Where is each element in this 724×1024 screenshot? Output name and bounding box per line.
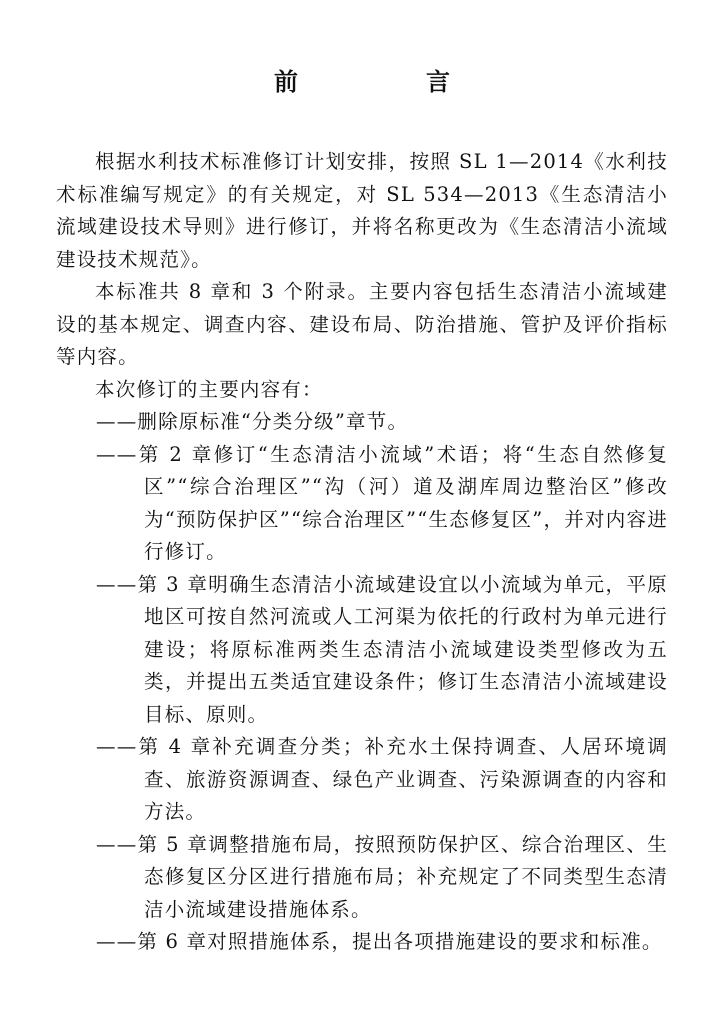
paragraph-revision-basis: 根据水利技术标准修订计划安排，按照 SL 1—2014《水利技术标准编写规定》的有关规定，对 SL 534—2013《生态清洁小流域建设技术导则》进行修订，并将名称更改为《生态清洁小流域建设技术规范》。	[56, 150, 668, 271]
change-item-6: ——第 6 章对照措施体系，提出各项措施建设的要求和标准。	[96, 930, 663, 953]
change-item-2: ——第 2 章修订“生态清洁小流域”术语；将“生态自然修复区”“综合治理区”“沟（河）道及湖库周边整治区”修改为“预防保护区”“综合治理区”“生态修复区”，并对内容进行修订。	[96, 442, 668, 563]
page-title: 前 言	[274, 68, 502, 96]
paragraph-scope: 本标准共 8 章和 3 个附录。主要内容包括生态清洁小流域建设的基本规定、调查内容、建设布局、防治措施、管护及评价指标等内容。	[56, 280, 668, 368]
change-item-3: ——第 3 章明确生态清洁小流域建设宜以小流域为单元，平原地区可按自然河流或人工河渠为依托的行政村为单元进行建设；将原标准两类生态清洁小流域建设类型修改为五类，并提出五类适宜建设条件；修订生态清洁小流域建设目标、原则。	[96, 572, 668, 726]
change-item-1: ——删除原标准“分类分级”章节。	[96, 410, 409, 433]
paragraph-main-changes-intro: 本次修订的主要内容有：	[95, 377, 323, 401]
change-item-5: ——第 5 章调整措施布局，按照预防保护区、综合治理区、生态修复区分区进行措施布局；补充规定了不同类型生态清洁小流域建设措施体系。	[96, 832, 668, 921]
change-item-4: ——第 4 章补充调查分类；补充水土保持调查、人居环境调查、旅游资源调查、绿色产业调查、污染源调查的内容和方法。	[96, 735, 668, 823]
document-body	[56, 146, 668, 959]
